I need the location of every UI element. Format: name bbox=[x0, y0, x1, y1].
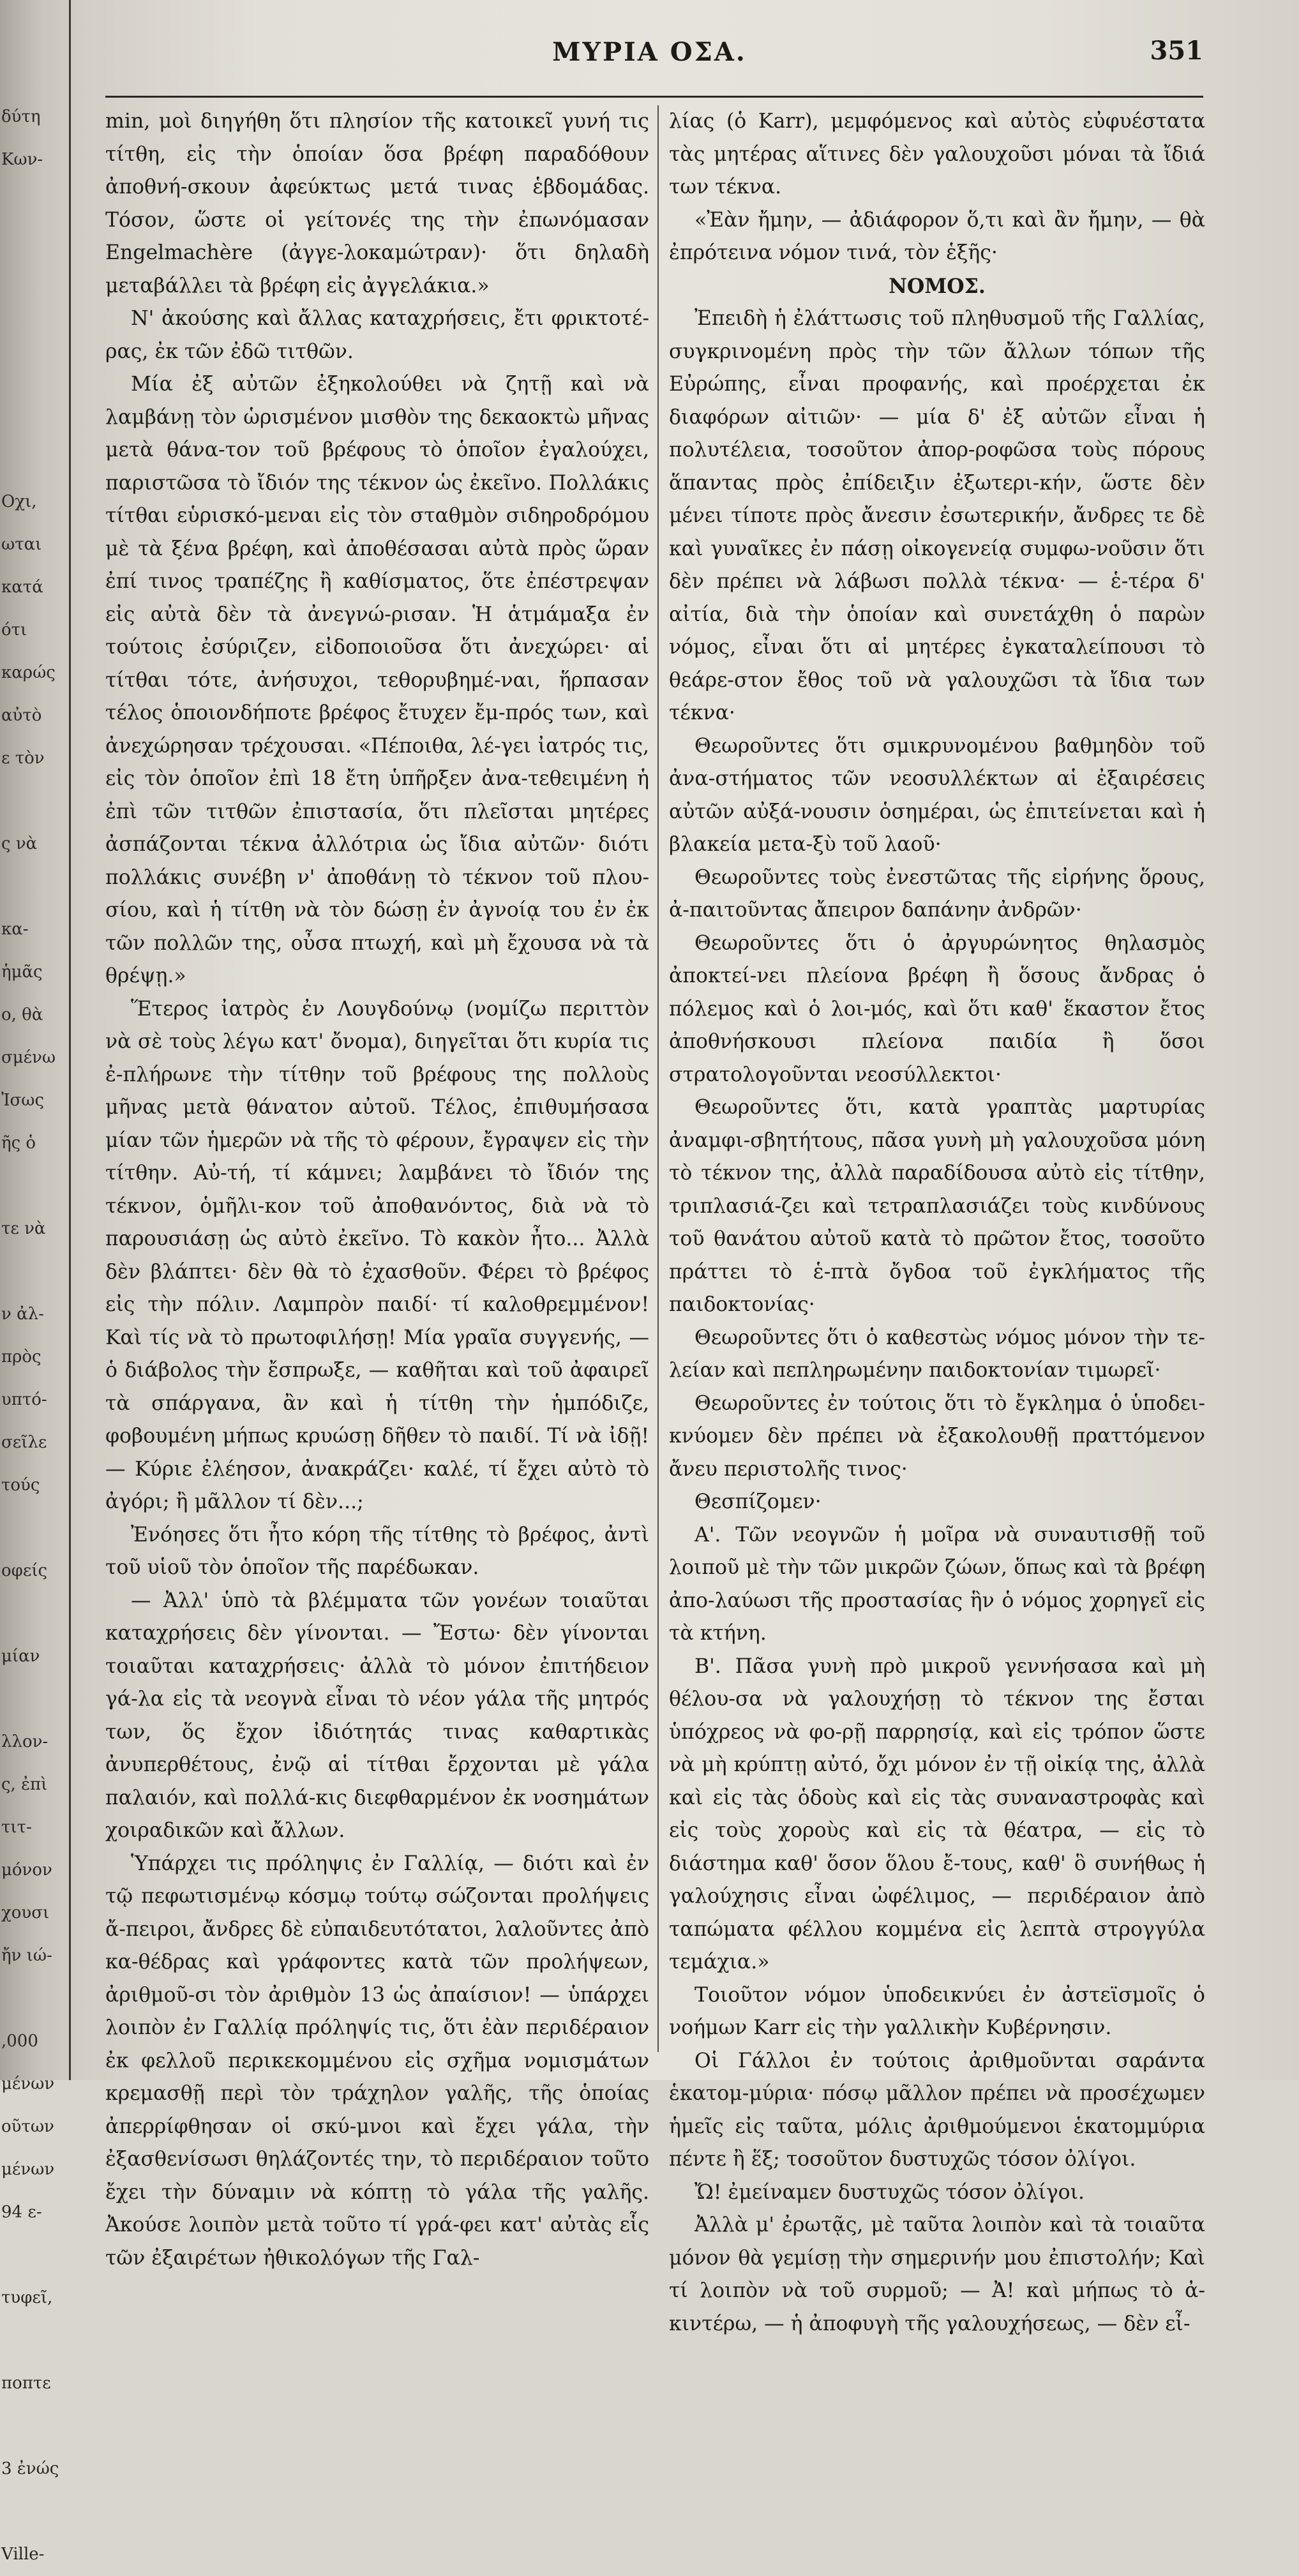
paragraph: — Ἀλλ' ὑπὸ τὰ βλέμματα τῶν γονέων τοιαῦται καταχρήσεις δὲν γίνονται. — Ἔστω· δὲν γίνονται τοιαῦται καταχρήσεις· ἀλλὰ τὸ μόνον ἐπιτήδειον γά-λα εἰς τὰ νεογνὰ εἶναι τὸ νέον γάλα τῆς μητρός των, ὅς ἔχον ἰδιότητάς τινας καθαρτικὰς ἀνυπερθέτους, ἐνῷ αἱ τίτθαι ἔρχονται μὲ γάλα παλαιόν, καὶ πολλά-κις διεφθαρμένον ἐκ νοσημάτων χοιραδικῶν καὶ ἄλλων. bbox=[105, 1589, 649, 1842]
previous-page-edge bbox=[0, 0, 71, 2564]
paragraph: Θεωροῦντες ὅτι ὁ ἀργυρώνητος θηλασμὸς ἀποκτεί-νει πλείονα βρέφη ἢ ὅσους ἄνδρας ὁ πόλεμος καὶ ὁ λοι-μός, καὶ ὅτι καθ' ἕκαστον ἔτος ἀποθνήσκουσι πλείονα παιδία ἢ ὅσοι στρατολογοῦνται νεοσύλλεκτοι· bbox=[669, 931, 1205, 1086]
article-b: Β'. Πᾶσα γυνὴ πρὸ μικροῦ γεννήσασα καὶ μὴ θέλου-σα νὰ γαλουχήσῃ τὸ τέκνον της ἔσται ὑπόχρεος νὰ φο-ρῇ παρρησίᾳ, καὶ εἰς τρόπον ὥστε νὰ μὴ κρύπτῃ αὐτό, ὄχι μόνον ἐν τῇ οἰκίᾳ της, ἀλλὰ καὶ εἰς τὰς ὁδοὺς καὶ εἰς τὰς συναναστροφὰς καὶ εἰς τοὺς χοροὺς καὶ εἰς τὰ θέατρα, — εἰς τὸ διάστημα καθ' ὅσον ὅλου ἔ-τους, καθ' ὃ συνήθως ἡ γαλούχησις εἶναι ὠφέλιμος, — περιδέραιον ἀπὸ ταπώματα φέλλου κομμένα εἰς λεπτὰ στρογγύλα τεμάχια.» bbox=[669, 1654, 1205, 1973]
previous-page-fragments: δύτη Κων- Οχι, ωται κατά ότι καρώς αὐτὸ ε τὸν ς νὰ κα- ἡμᾶς ο, θὰ σμένω Ἰσως ῆς ὁ τε νὰ ν ἀλ- πρὸς υπτό- σεῖλε τούς οφείς μίαν λλον- ς, ἐπὶ τιτ- μόνον χουσι ἤν ιώ- ,000 μένων οῦτων μένων 94 ε- τυφεῖ, ποπτε 3 ἐνώς Ville- bbox=[1, 107, 59, 2564]
running-title: ΜΥΡΙΑ ΟΣΑ. bbox=[552, 37, 747, 67]
page-header bbox=[96, 31, 1203, 75]
paragraph: Θεωροῦντες ὅτι σμικρυνομένου βαθμηδὸν τοῦ ἀνα-στήματος τῶν νεοσυλλέκτων αἱ ἐξαιρέσεις αὐτῶν αὐξά-νουσιν ὁσημέραι, ὡς ἐπιτείνεται καὶ ἡ βλακεία μετα-ξὺ τοῦ λαοῦ· bbox=[669, 734, 1205, 856]
law-heading: ΝΟΜΟΣ. bbox=[889, 274, 986, 298]
paragraph: Μία ἐξ αὐτῶν ἐξηκολούθει νὰ ζητῇ καὶ νὰ λαμβάνῃ τὸν ὡρισμένον μισθὸν της δεκαοκτὼ μῆνας μετὰ θάνα-τον τοῦ βρέφους τὸ ὁποῖον ἐγαλούχει, παριστῶσα τὸ ἴδιόν της τέκνον ὡς ἐκεῖνο. Πολλάκις τίτθαι εὑρισκό-μεναι εἰς τὸν σταθμὸν σιδηροδρόμου μὲ τὰ ξένα βρέφη, καὶ ἀποθέσασαι αὐτὰ πρὸς ὥραν ἐπί τινος τραπέζης ἢ καθίσματος, ὅτε ἐπέστρεψαν εἰς αὐτὰ δὲν τὰ ἀνεγνώ-ρισαν. Ἡ ἁτμάμαξα ἐν τούτοις ἐσύριζεν, εἰδοποιοῦσα ὅτι ἀνεχώρει· αἱ τίτθαι τότε, ἀνήσυχοι, τεθορυβημέ-ναι, ἥρπασαν τέλος ὁποιονδήποτε βρέφος ἔτυχεν ἔμ-πρός των, καὶ ἀνεχώρησαν τρέχουσαι. «Πέποιθα, λέ-γει ἰατρός τις, εἰς τὸν ὁποῖον ἐπὶ 18 ἔτη ὑπῆρξεν ἀνα-τεθειμένη ἡ ἐπὶ τῶν τιτθῶν ἐπιστασία, ὅτι πλεῖσται μητέρες ἀσπάζονται τέκνα ἀλλότρια ὡς ἴδια αὐτῶν· διότι πολλάκις συνέβη ν' ἀποθάνῃ τὸ τέκνον τοῦ πλου-σίου, καὶ ἡ τίτθη νὰ τὸν δώσῃ ἐν ἀγνοίᾳ του ἐν ἐκ τῶν πολλῶν της, οὖσα πτωχή, καὶ μὴ ἔχουσα νὰ τὰ θρέψῃ.» bbox=[105, 373, 649, 987]
column-divider bbox=[657, 105, 659, 2052]
paragraph: Θεωροῦντες ὅτι ὁ καθεστὼς νόμος μόνον τὴν τε-λείαν καὶ πεπληρωμένην παιδοκτονίαν τιμωρεῖ· bbox=[669, 1326, 1205, 1382]
paragraph: Ν' ἀκούσης καὶ ἄλλας καταχρήσεις, ἔτι φρικτοτέ-ρας, ἐκ τῶν ἐδῶ τιτθῶν. bbox=[105, 307, 649, 363]
page-number: 351 bbox=[1150, 36, 1203, 66]
left-column bbox=[105, 105, 649, 2270]
paragraph: Θεωροῦντες τοὺς ἐνεστῶτας τῆς εἰρήνης ὅρους, ἀ-παιτοῦντας ἄπειρον δαπάνην ἀνδρῶν· bbox=[669, 865, 1205, 922]
paragraph: Θεωροῦντες ἐν τούτοις ὅτι τὸ ἔγκλημα ὁ ὑποδει-κνύομεν δὲν πρέπει νὰ ἐξακολουθῇ πραττόμενον ἄνευ περιστολῆς τινος· bbox=[669, 1391, 1205, 1481]
paragraph: Ὤ! ἐμείναμεν δυστυχῶς τόσον ὀλίγοι. bbox=[695, 2180, 1085, 2204]
paragraph: Θεσπίζομεν· bbox=[695, 1490, 822, 1513]
paragraph: Ἐπειδὴ ἡ ἐλάττωσις τοῦ πληθυσμοῦ τῆς Γαλλίας, συγκρινομένη πρὸς τὴν τῶν ἄλλων τόπων τῆς Εὐρώπης, εἶναι προφανής, καὶ προέρχεται ἐκ διαφόρων αἰτιῶν· — μία δ' ἐξ αὐτῶν εἶναι ἡ πολυτέλεια, τοσοῦτον ἀπορ-ροφῶσα τοὺς πόρους ἅπαντας πρὸς ἐπίδειξιν ἐξωτερι-κήν, ὥστε δὲν μένει τίποτε πρὸς ἄνεσιν ἐσωτερικήν, ἄνδρες τε δὲ καὶ γυναῖκες ἐν πάσῃ οἰκογενείᾳ συμφω-νοῦσιν ὅτι δὲν πρέπει νὰ λάβωσι πολλὰ τέκνα· — ἑ-τέρα δ' αἰτία, διὰ τὴν ὁποίαν καὶ συνετάχθη ὁ παρὼν νόμος, εἶναι ὅτι αἱ μητέρες ἐγκαταλείπουσι τὸ θεάρε-στον ἔθος τοῦ νὰ γαλουχῶσι τὰ ἴδια των τέκνα· bbox=[669, 307, 1205, 724]
paragraph: Τοιοῦτον νόμον ὑποδεικνύει ἐν ἀστεϊσμοῖς ὁ νοήμων Karr εἰς τὴν γαλλικὴν Κυβέρνησιν. bbox=[669, 1983, 1205, 2039]
paragraph: Θεωροῦντες ὅτι, κατὰ γραπτὰς μαρτυρίας ἀναμφι-σβητήτους, πᾶσα γυνὴ μὴ γαλουχοῦσα μόνη τὸ τέκνον της, ἀλλὰ παραδίδουσα αὐτὸ εἰς τίτθην, τριπλασιά-ζει καὶ τετραπλασιάζει τοὺς κινδύνους τοῦ θανάτου αὐτοῦ κατὰ τὸ πρῶτον ἔτος, τοσοῦτο πράττει τὸ ἑ-πτὰ ὄγδοα τοῦ ἐγκλήματος τῆς παιδοκτονίας· bbox=[669, 1096, 1205, 1316]
paragraph: Ἐνόησες ὅτι ἦτο κόρη τῆς τίτθης τὸ βρέφος, ἀντὶ τοῦ υἱοῦ τὸν ὁποῖον τῆς παρέδωκαν. bbox=[105, 1523, 649, 1579]
paragraph: Ἀλλὰ μ' ἐρωτᾷς, μὲ ταῦτα λοιπὸν καὶ τὰ τοιαῦτα μόνον θὰ γεμίσῃ τὴν σημερινήν μου ἐπιστολήν; Καὶ τί λοιπὸν νὰ τοῦ συρμοῦ; — Ἀ! καὶ μήπως τὸ ἀ-κιντέρω, — ἡ ἀποφυγὴ τῆς γαλουχήσεως, — δὲν εἶ- bbox=[669, 2213, 1205, 2335]
paragraph: Ἕτερος ἰατρὸς ἐν Λουγδούνῳ (νομίζω περιττὸν νὰ σὲ τοὺς λέγω κατ' ὄνομα), διηγεῖται ὅτι κυρία τις ἐ-πλήρωνε τὴν τίτθην τοῦ βρέφους της πολλοὺς μῆνας μετὰ θάνατον αὐτοῦ. Τέλος, ἐπιθυμήσασα μίαν τῶν ἡμερῶν νὰ τῆς τὸ φέρουν, ἔγραψεν εἰς τὴν τίτθην. Αὐ-τή, τί κάμνει; λαμβάνει τὸ ἴδιόν της τέκνον, ὁμῆλι-κον τοῦ ἀποθανόντος, διὰ νὰ τὸ παρουσιάσῃ ὡς αὐτὸ ἐκεῖνο. Τὸ κακὸν ἦτο... Ἀλλὰ δὲν βλάπτει· δὲν θὰ τὸ ἐχασθοῦν. Φέρει τὸ βρέφος εἰς τὴν πόλιν. Λαμπρὸν παιδί· τί καλοθρεμμένον! Καὶ τίς νὰ τὸ πρωτοφιλήσῃ! Μία γραῖα συγγενής, — ὁ διάβολος τὴν ἔσπρωξε, — καθῆται καὶ τοῦ ἀφαιρεῖ τὰ σπάργανα, ἂν καὶ ἡ τίτθη τὴν ἡμπόδιζε, φοβουμένη μήπως κρυώσῃ δῆθεν τὸ παιδί. Τί νὰ ἰδῇ! — Κύριε ἐλέησον, ἀνακράζει· καλέ, τί ἔχει αὐτὸ τὸ ἀγόρι; ἢ μᾶλλον τί δὲν...; bbox=[105, 997, 649, 1513]
header-rule bbox=[105, 96, 1203, 98]
paragraph: Ὑπάρχει τις πρόληψις ἐν Γαλλίᾳ, — διότι καὶ ἐν τῷ πεφωτισμένῳ κόσμῳ τούτῳ σώζονται προλήψεις ἄ-πειροι, ἄνδρες δὲ εὐπαιδευτότατοι, λαλοῦντες ἀπὸ κα-θέδρας καὶ γράφοντες κατὰ τῶν προλήψεων, ἀριθμοῦ-σι τὸν ἀριθμὸν 13 ὡς ἀπαίσιον! — ὑπάρχει λοιπὸν ἐν Γαλλίᾳ πρόληψίς τις, ὅτι ἐὰν περιδέραιον ἐκ φελλοῦ περικεκομμένου εἰς σχῆμα νομισμάτων κρεμασθῇ περὶ τὸν τράχηλον γαλῆς, τῆς ὁποίας ἀπερρίφθησαν οἱ σκύ-μνοι καὶ ἔχει γάλα, τὴν ἐξασθενίσωσι θηλάζοντές την, τὸ περιδέραιον τοῦτο ἔχει τὴν δύναμιν νὰ κόπτῃ τὸ γάλα τῆς γαλῆς. Ἀκούσε λοιπὸν μετὰ τοῦτο τί γρά-φει κατ' αὐτὰς εἷς τῶν ἐξαιρέτων ἠθικολόγων τῆς Γαλ- bbox=[105, 1852, 649, 2270]
right-column bbox=[669, 105, 1205, 2335]
paragraph: Οἱ Γάλλοι ἐν τούτοις ἀριθμοῦνται σαράντα ἑκατομ-μύρια· πόσῳ μᾶλλον πρέπει νὰ προσέχωμεν ἡμεῖς εἰς ταῦτα, μόλις ἀριθμούμενοι ἑκατομμύρια πέντε ἢ ἕξ; τοσοῦτον δυστυχῶς τόσον ὀλίγοι. bbox=[669, 2049, 1205, 2171]
paragraph: min, μοὶ διηγήθη ὅτι πλησίον τῆς κατοικεῖ γυνή τις τίτθη, εἰς τὴν ὁποίαν ὅσα βρέφη παραδόθουν ἀποθνή-σκουν ἀφεύκτως μετά τινας ἑβδομάδας. Τόσον, ὥστε οἱ γείτονές της τὴν ἐπωνόμασαν Engelmachère (ἀγγε-λοκαμώτραν)· ὅτι δηλαδὴ μεταβάλλει τὰ βρέφη εἰς ἀγγελάκια.» bbox=[105, 110, 649, 297]
paragraph: «Ἐὰν ἤμην, — ἀδιάφορον ὅ,τι καὶ ἂν ἤμην, — θὰ ἐπρότεινα νόμον τινά, τὸν ἑξῆς· bbox=[669, 208, 1205, 264]
paragraph: λίας (ὁ Karr), μεμφόμενος καὶ αὐτὸς εὐφυέστατα τὰς μητέρας αἵτινες δὲν γαλουχοῦσι μόναι τὰ ἴδιά των τέκνα. bbox=[669, 110, 1205, 198]
article-a: Α'. Τῶν νεογνῶν ἡ μοῖρα νὰ συναυτισθῇ τοῦ λοιποῦ μὲ τὴν τῶν μικρῶν ζώων, ὅπως καὶ τὰ βρέφη ἀπο-λαύωσι τῆς προστασίας ἣν ὁ νόμος χορηγεῖ εἰς τὰ κτήνη. bbox=[669, 1523, 1205, 1645]
